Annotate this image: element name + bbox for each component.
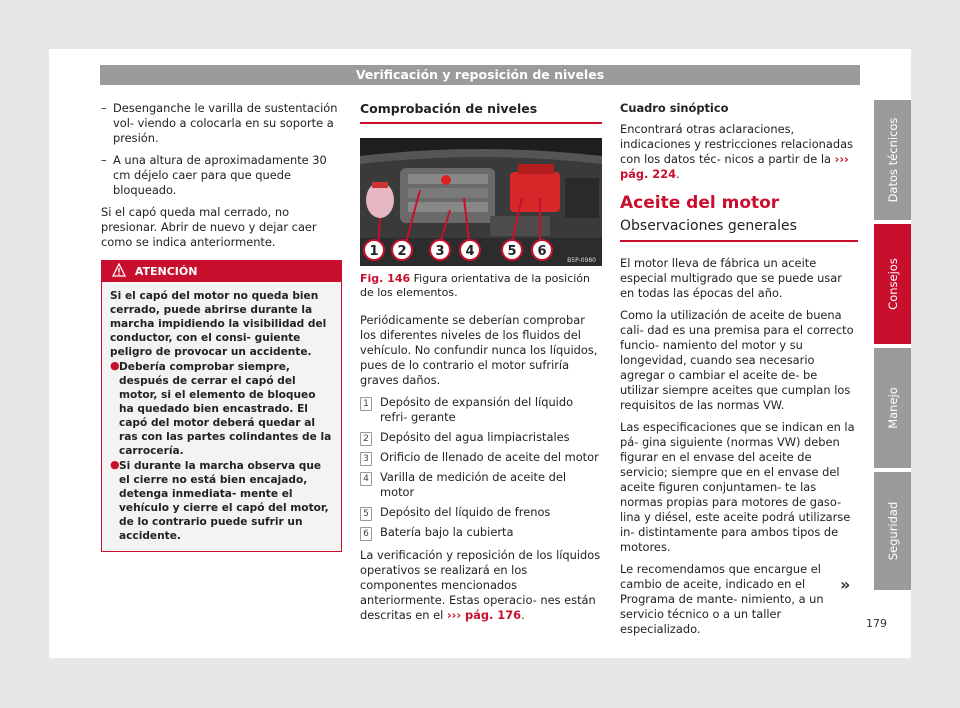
components-list — [360, 395, 602, 540]
number-badge: 1 — [360, 397, 372, 411]
list-item: – Desenganche le varilla de sustentación vol- viendo a colocarla en su soporte a presión. — [101, 101, 338, 145]
marker-5: 5 — [507, 244, 517, 259]
paragraph: Le recomendamos que encargue el cambio de aceite, indicado en el Programa de mante- nimiento, a un servicio técnico o a un taller especializado. — [620, 562, 824, 636]
engine-figure — [360, 138, 602, 266]
number-badge: 5 — [360, 507, 372, 521]
page-reference-link[interactable]: ››› pág. 224 — [620, 152, 849, 181]
list-item: 3 Orificio de llenado de aceite del motor — [360, 450, 602, 465]
figure-caption: Fig. 146 Figura orientativa de la posición de los elementos. — [360, 272, 591, 299]
page-header: Verificación y reposición de niveles — [100, 65, 860, 85]
paragraph: La verificación y reposición de los líquidos operativos se realizará en los componentes mencionados anteriormente. Estas operacio- nes están descritas en el ››› pág. 176. — [360, 548, 601, 622]
section-heading: Aceite del motor — [620, 193, 780, 213]
marker-1: 1 — [369, 244, 379, 259]
number-badge: 6 — [360, 527, 372, 541]
paragraph: Encontrará otras aclaraciones, indicaciones y restricciones relacionadas con los datos téc- nicos a partir de la ››› pág. 224. — [620, 122, 854, 181]
engine-bay-illustration — [360, 138, 602, 266]
column-left — [101, 101, 342, 552]
continue-icon: » — [840, 575, 851, 594]
paragraph: Como la utilización de aceite de buena cali- dad es una premisa para el correcto funcio- namiento del motor y su longevidad, cuando sea necesario agregar o cambiar el aceite de- be utilizar siempre aceites que cumplan los requisitos de las normas VW. — [620, 308, 854, 412]
tab-manejo[interactable]: Manejo — [874, 348, 911, 468]
subsection-heading: Observaciones generales — [620, 219, 858, 242]
warning-box — [101, 260, 342, 552]
list-item: 2 Depósito del agua limpiacristales — [360, 430, 602, 445]
page-number: 179 — [866, 617, 887, 630]
warning-title: ATENCIÓN — [134, 265, 198, 278]
page-reference-link[interactable]: ››› pág. 176 — [446, 608, 522, 622]
cuadro-title: Cuadro sinóptico — [620, 101, 729, 115]
column-right — [620, 101, 858, 644]
column-middle — [360, 101, 602, 630]
number-badge: 2 — [360, 432, 372, 446]
list-item: 5 Depósito del líquido de frenos — [360, 505, 602, 520]
warning-intro: Si el capó del motor no queda bien cerrado, puede abrirse durante la marcha impidiendo la visibilidad del conductor, con el consi- guiente peligro de provocar un accidente. — [110, 290, 327, 358]
paragraph: Si el capó queda mal cerrado, no presionar. Abrir de nuevo y dejar caer como se indica anteriormente. — [101, 205, 317, 249]
warning-header — [102, 261, 341, 282]
warning-bullet: ● Si durante la marcha observa que el cierre no está bien encajado, detenga inmediata- mente el vehículo y cierre el capó del motor, de lo contrario puede sufrir un accidente. — [110, 458, 329, 542]
bullet-icon: ● — [110, 458, 120, 471]
section-title: Comprobación de niveles — [360, 101, 602, 124]
tab-datos-tecnicos[interactable]: Datos técnicos — [874, 100, 911, 220]
figure-label: Fig. 146 — [360, 272, 411, 285]
paragraph: El motor lleva de fábrica un aceite especial multigrado que se puede usar en todas las épocas del año. — [620, 256, 842, 300]
number-badge: 4 — [360, 472, 372, 486]
tab-seguridad[interactable]: Seguridad — [874, 472, 911, 590]
warning-icon — [112, 263, 126, 277]
tab-consejos[interactable]: Consejos — [874, 224, 911, 344]
paragraph: Periódicamente se deberían comprobar los diferentes niveles de los fluidos del vehículo. No confundir nunca los líquidos, pues de lo contrario el motor sufriría graves daños. — [360, 313, 598, 387]
list-item: 4 Varilla de medición de aceite del motor — [360, 470, 602, 500]
number-badge: 3 — [360, 452, 372, 466]
marker-6: 6 — [537, 244, 547, 259]
list-item: – A una altura de aproximadamente 30 cm déjelo caer para que quede bloqueado. — [101, 153, 327, 197]
paragraph: Las especificaciones que se indican en la pá- gina siguiente (normas VW) deben figurar en el envase del aceite de servicio; siempre que en el envase del aceite figuren conjuntamen- te las normas propias para motores de gaso- lina y diésel, este aceite podrá utilizarse in- distintamente para ambos tipos de motores. — [620, 420, 855, 554]
marker-2: 2 — [397, 244, 407, 259]
list-item: 1 Depósito de expansión del líquido refri- gerante — [360, 395, 602, 425]
bullet-icon: ● — [110, 359, 120, 372]
figure-code: B5P-0980 — [567, 257, 596, 264]
marker-4: 4 — [465, 244, 475, 259]
marker-3: 3 — [435, 244, 445, 259]
warning-body — [102, 282, 341, 551]
list-item: 6 Batería bajo la cubierta — [360, 525, 602, 540]
warning-bullet: ● Debería comprobar siempre, después de cerrar el capó del motor, si el elemento de bloqueo ha quedado bien encastrado. El capó del motor deberá quedar al ras con las partes colindantes de la carrocería. — [110, 359, 332, 457]
